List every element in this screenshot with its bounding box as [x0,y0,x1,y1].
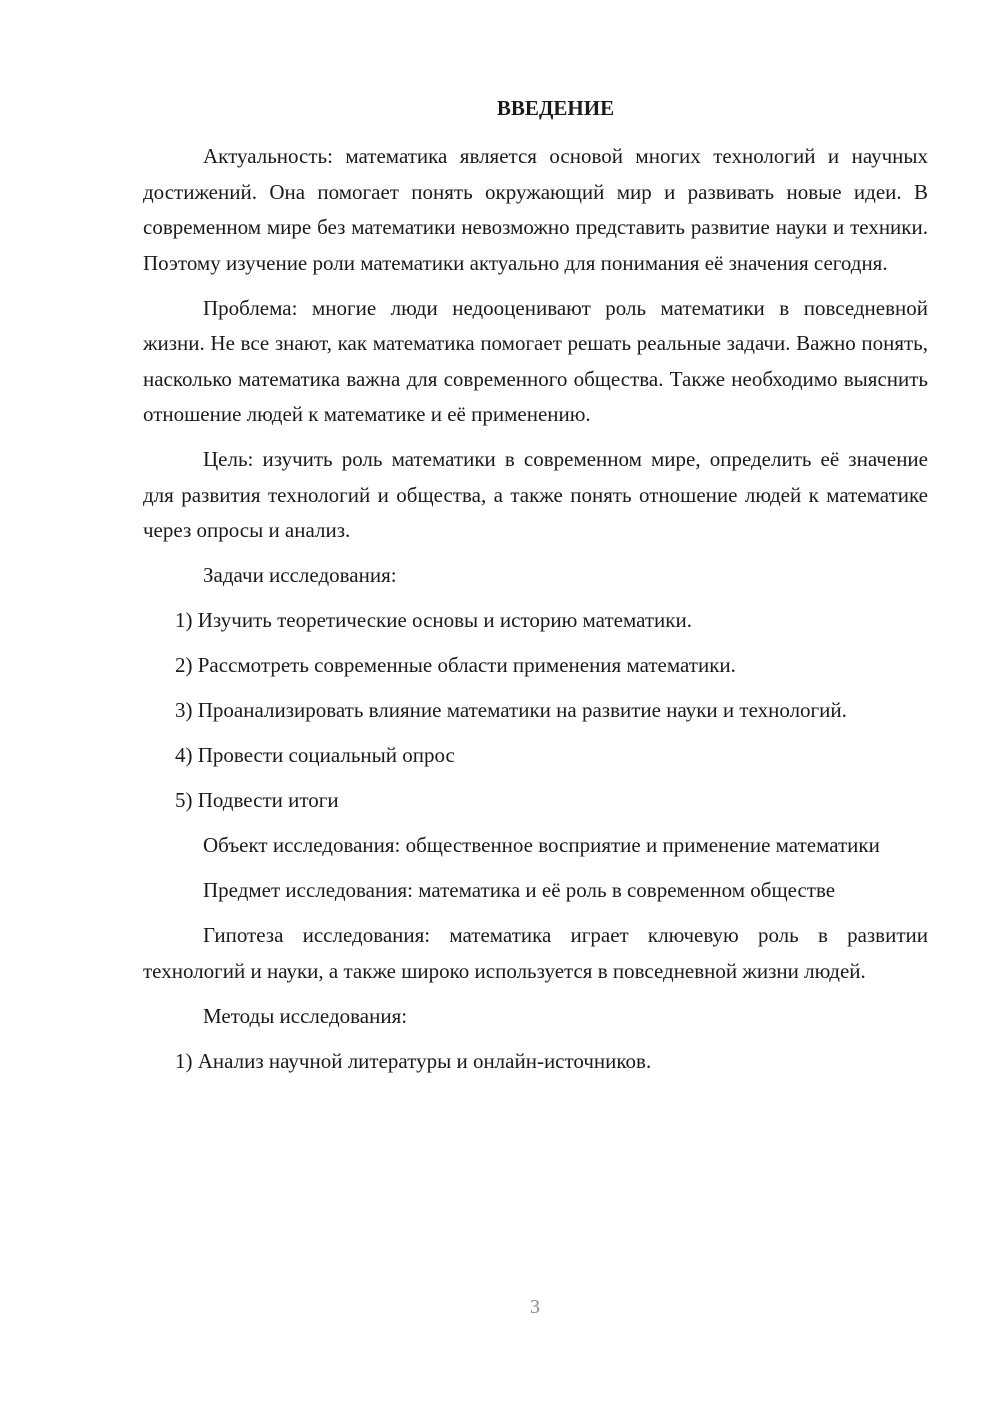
subject-paragraph: Предмет исследования: математика и её роль в современном обществе [203,878,836,902]
task-item-2: 2) Рассмотреть современные области применения математики. [175,653,736,677]
page-title: ВВЕДЕНИЕ [496,96,615,120]
method-item-1: 1) Анализ научной литературы и онлайн-источников. [175,1048,652,1073]
task-item-3: 3) Проанализировать влияние математики на развитие науки и технологий. [175,698,847,722]
goal-paragraph: Цель: изучить роль математики в современном мире, определить её значение для развития технологий и общества, а также понять отношение людей к математике через опросы и анализ. [143,447,928,542]
methods-heading: Методы исследования: [203,1003,408,1028]
tasks-heading: Задачи исследования: [203,563,397,587]
task-item-5: 5) Подвести итоги [175,788,339,812]
relevance-paragraph: Актуальность: математика является основой многих технологий и научных достижений. Она помогает понять окружающий мир и развивать новые идеи. В современном мире без математики невозможно представить развитие науки и техники. Поэтому изучение роли математики актуально для понимания её значения сегодня. [143,144,928,275]
page-number: 3 [530,1296,540,1318]
object-paragraph: Объект исследования: общественное восприятие и применение математики [203,833,880,857]
task-item-1: 1) Изучить теоретические основы и историю математики. [175,608,692,632]
problem-paragraph: Проблема: многие люди недооценивают роль математики в повседневной жизни. Не все знают, как математика помогает решать реальные задачи. Важно понять, насколько математика важна для современного общества. Также необходимо выяснить отношение людей к математике и её применению. [143,295,928,426]
task-item-4: 4) Провести социальный опрос [175,743,455,767]
hypothesis-paragraph: Гипотеза исследования: математика играет ключевую роль в развитии технологий и науки, а также широко используется в повседневной жизни людей. [143,923,928,983]
